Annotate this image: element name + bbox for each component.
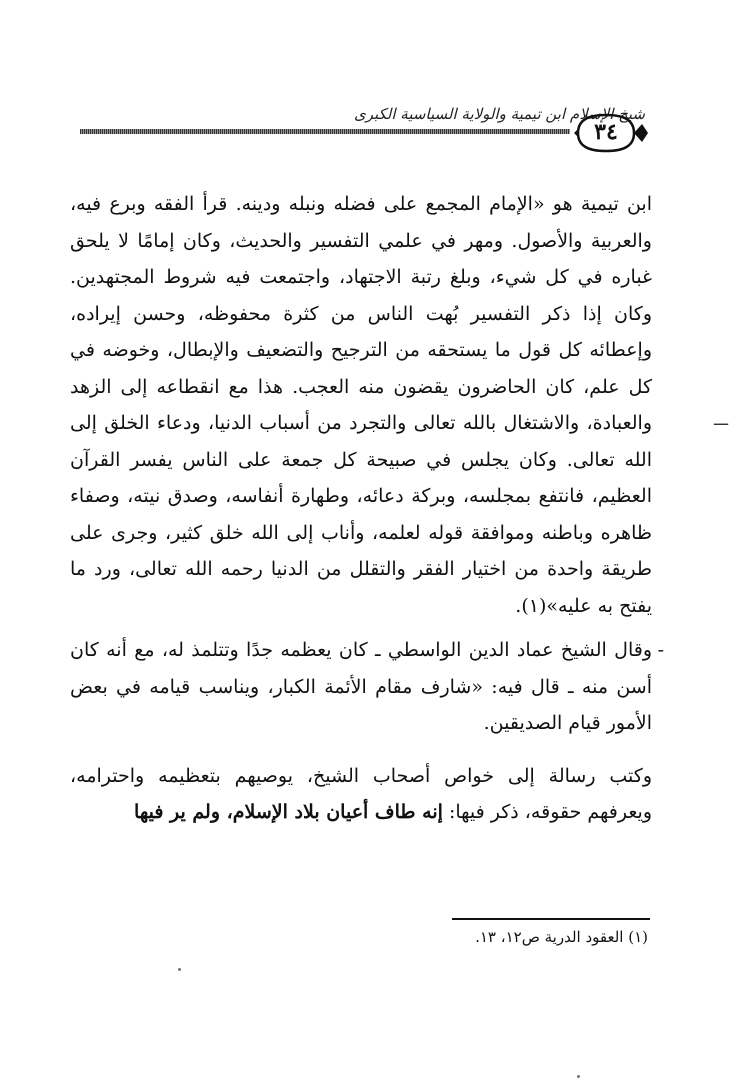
paragraph-letter-bold: إنه طاف أعيان بلاد الإسلام، ولم ير فيها [134,801,443,823]
list-dash: - [657,639,664,661]
page-header-title: شيخ الإسلام ابن تيمية والولاية السياسية الكبرى [353,105,645,123]
paragraph-letter-text: وكتب رسالة إلى خواص أصحاب الشيخ، يوصيهم بتعظيمه واحترامه، ويعرفهم حقوقه، ذكر فيها: [70,764,652,823]
margin-mark: ـــ [714,410,729,429]
paragraph-wasiti [70,632,664,742]
page-number: ٣٤ [594,119,618,145]
paragraph-letter [70,758,652,831]
paragraph-quote-ibn-taymiyya: ابن تيمية هو «الإمام المجمع على فضله ونبله ودينه. قرأ الفقه وبرع فيه، والعربية والأصول. ومهر في علمي التفسير والحديث، وكان إمامًا لا يلحق غباره في كل شيء، وبلغ رتبة الاجتهاد، واجتمعت فيه شروط المجتهدين. وكان إذا ذكر التفسير بُهت الناس من كثرة محفوظه، وحسن إيراده، وإعطائه كل قول ما يستحقه من الترجيح والتضعيف والإبطال، وخوضه في كل علم، كان الحاضرون يقضون منه العجب. هذا مع انقطاعه إلى الزهد والعبادة، والاشتغال بالله تعالى والتجرد من أسباب الدنيا، ودعاء الخلق إلى الله تعالى. وكان يجلس في صبيحة كل جمعة على الناس يفسر القرآن العظيم، فانتفع بمجلسه، وبركة دعائه، وطهارة أنفاسه، وصدق نيته، وصفاء ظاهره وباطنه وموافقة قوله لعلمه، وأناب إلى الله خلق كثير، وجرى على طريقة واحدة من اختيار الفقر والتقلل من الدنيا رحمه الله تعالى، ورد ما يفتح به عليه»(١). [70,193,652,617]
scan-speck [577,1075,580,1078]
main-text [70,186,664,831]
footnote: (١) العقود الدرية ص١٢، ١٣. [475,928,648,946]
header-rule [80,129,570,134]
footnote-rule [452,918,650,920]
paragraph-wasiti-text: وقال الشيخ عماد الدين الواسطي ـ كان يعظمه جدًا وتتلمذ له، مع أنه كان أسن منه ـ قال فيه: «شارف مقام الأئمة الكبار، ويناسب قيامه في بعض الأمور قيام الصديقين. [70,639,652,734]
scan-speck [178,968,181,971]
page-number-ornament [572,112,650,154]
